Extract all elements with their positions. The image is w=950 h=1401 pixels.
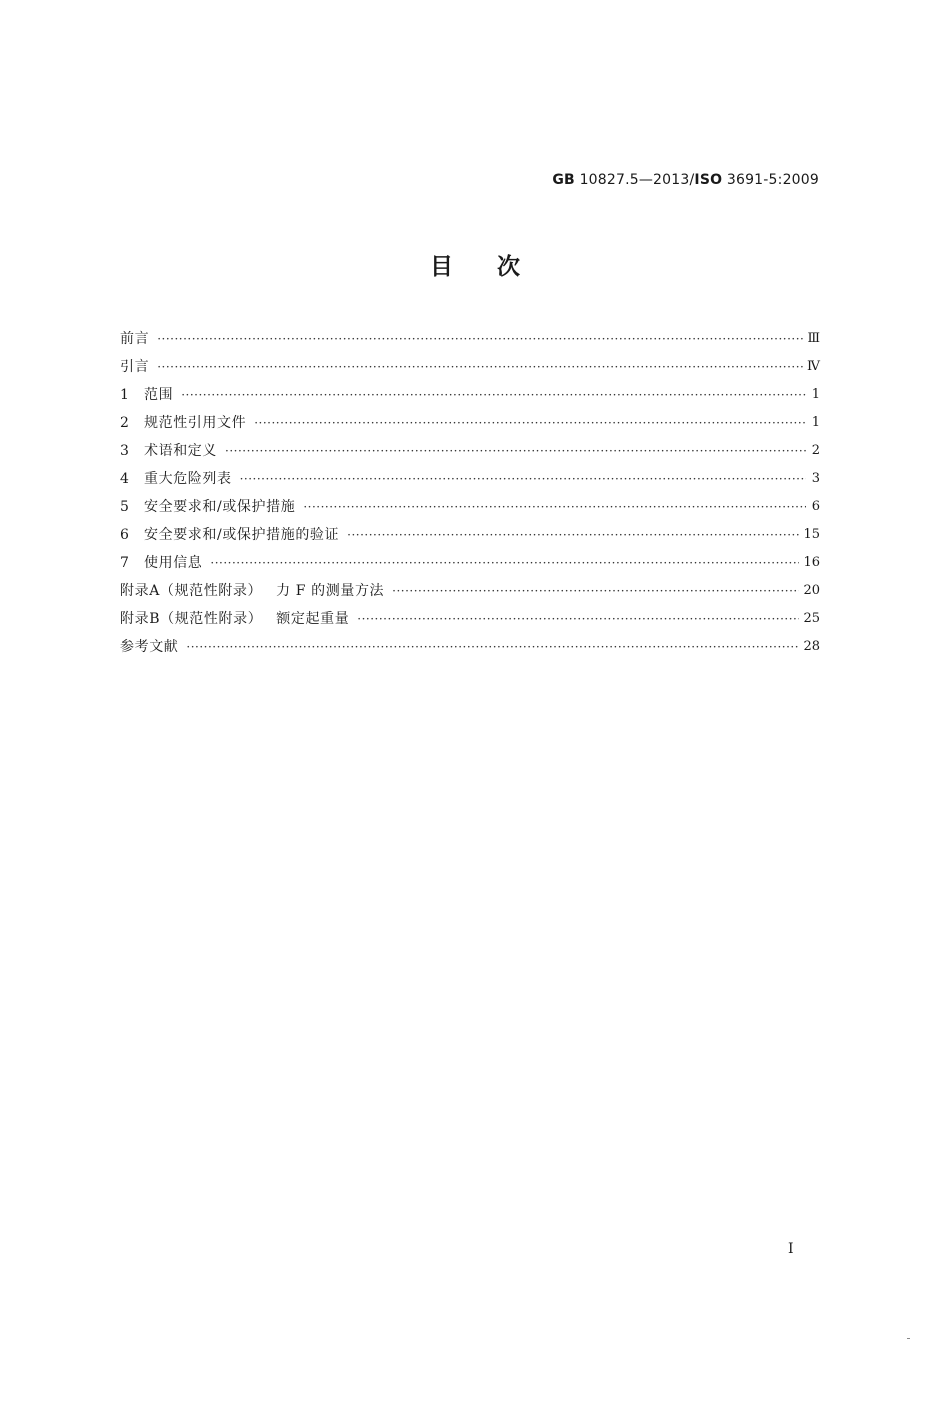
toc-leader-dots: [392, 582, 799, 600]
std-prefix: GB: [552, 172, 575, 188]
toc-entry-label: 附录B（规范性附录）: [120, 611, 263, 627]
iso-prefix: ISO: [694, 172, 723, 188]
toc-entry-label: 安全要求和/或保护措施: [144, 499, 296, 515]
page-number: I: [788, 1241, 794, 1257]
toc-entry-label: 参考文献: [120, 639, 179, 655]
toc-entry-number: 5: [120, 499, 129, 515]
toc-entry-normative-references[interactable]: [120, 404, 820, 432]
toc-entry-page: 2: [811, 443, 820, 458]
toc-entry-sublabel: 力 F 的测量方法: [276, 583, 385, 599]
toc-entry-label: 附录A（规范性附录）: [120, 583, 263, 599]
toc-entry-hazards-list[interactable]: [120, 460, 820, 488]
toc-leader-dots: [240, 470, 806, 488]
toc-entry-number: 4: [120, 471, 129, 487]
toc-entry-label: 术语和定义: [144, 443, 217, 459]
toc-entry-terms-definitions[interactable]: [120, 432, 820, 460]
toc-entry-page: 28: [803, 639, 820, 654]
toc-entry-page: 1: [811, 415, 820, 430]
toc-leader-dots: [157, 330, 803, 348]
std-number: 10827.5—2013/: [579, 172, 695, 188]
toc-entry-label: 安全要求和/或保护措施的验证: [144, 527, 340, 543]
toc-entry-page: 20: [803, 583, 820, 598]
toc-entry-scope[interactable]: [120, 376, 820, 404]
toc-leader-dots: [186, 638, 799, 656]
toc-title-char-2: 次: [497, 254, 520, 280]
toc-leader-dots: [225, 442, 806, 460]
toc-entry-annex-b[interactable]: [120, 600, 820, 628]
toc-leader-dots: [303, 498, 806, 516]
toc-entry-number: 2: [120, 415, 129, 431]
toc-entry-page: 25: [803, 611, 820, 626]
standard-number: [552, 172, 819, 188]
toc-entry-verification[interactable]: [120, 516, 820, 544]
toc-leader-dots: [254, 414, 806, 432]
toc-entry-label: 重大危险列表: [144, 471, 232, 487]
toc-leader-dots: [347, 526, 799, 544]
toc-entry-page: 6: [811, 499, 820, 514]
toc-entry-sublabel: 额定起重量: [276, 611, 350, 627]
toc-title: [0, 248, 950, 281]
toc-entry-page: 15: [803, 527, 820, 542]
table-of-contents: [120, 320, 820, 656]
toc-entry-page: 16: [803, 555, 820, 570]
toc-entry-page: Ⅲ: [807, 331, 820, 346]
toc-entry-number: 6: [120, 527, 129, 543]
toc-leader-dots: [157, 358, 803, 376]
toc-title-char-1: 目: [430, 254, 453, 280]
toc-entry-page: Ⅳ: [807, 359, 820, 374]
toc-leader-dots: [181, 386, 806, 404]
toc-leader-dots: [210, 554, 799, 572]
toc-entry-page: 3: [811, 471, 820, 486]
toc-entry-foreword[interactable]: [120, 320, 820, 348]
toc-leader-dots: [357, 610, 799, 628]
toc-entry-label: 引言: [120, 359, 150, 375]
toc-entry-introduction[interactable]: [120, 348, 820, 376]
toc-entry-label: 使用信息: [144, 555, 203, 571]
toc-entry-label: 范围: [144, 387, 174, 403]
toc-entry-information-for-use[interactable]: [120, 544, 820, 572]
toc-entry-label: 规范性引用文件: [144, 415, 247, 431]
toc-entry-number: 1: [120, 387, 129, 403]
toc-entry-page: 1: [811, 387, 820, 402]
scan-speck: [907, 1338, 910, 1339]
toc-entry-number: 7: [120, 555, 129, 571]
iso-number: 3691-5:2009: [726, 172, 819, 188]
toc-entry-safety-requirements[interactable]: [120, 488, 820, 516]
toc-entry-annex-a[interactable]: [120, 572, 820, 600]
toc-entry-bibliography[interactable]: [120, 628, 820, 656]
toc-entry-label: 前言: [120, 331, 150, 347]
toc-entry-number: 3: [120, 443, 129, 459]
